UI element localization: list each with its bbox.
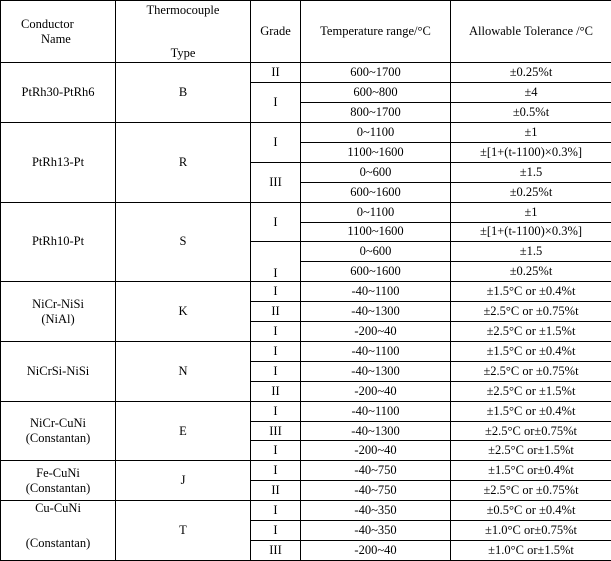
temperature-range-cell: -40~1300 xyxy=(301,421,451,441)
temperature-range-cell: -40~350 xyxy=(301,501,451,521)
tolerance-cell: ±2.5°C or ±0.75%t xyxy=(451,481,611,501)
grade-cell: I xyxy=(251,461,301,481)
conductor-name-line: NiCr-NiSi xyxy=(32,296,84,311)
table-row xyxy=(1,341,611,361)
grade-cell: I xyxy=(251,341,301,361)
conductor-name-line: Fe-CuNi xyxy=(36,465,80,480)
temperature-range-cell: 600~1700 xyxy=(301,63,451,83)
grade-cell: I xyxy=(251,242,301,282)
tolerance-cell: ±0.5%t xyxy=(451,103,611,123)
header-temperature-range: Temperature range/°C xyxy=(301,1,451,63)
tolerance-cell: ±1.5 xyxy=(451,242,611,262)
thermocouple-type-cell: T xyxy=(116,501,251,561)
grade-cell: III xyxy=(251,162,301,202)
temperature-range-cell: -40~1300 xyxy=(301,302,451,322)
header-thermocouple-type xyxy=(116,1,251,63)
grade-cell: I xyxy=(251,83,301,123)
conductor-name-line: NiCr-CuNi xyxy=(30,416,86,431)
tolerance-cell: ±2.5°C or ±1.5%t xyxy=(451,381,611,401)
tolerance-cell: ±[1+(t-1100)×0.3%] xyxy=(451,222,611,242)
temperature-range-cell: 600~1600 xyxy=(301,182,451,202)
header-name-label: Name xyxy=(41,31,71,46)
header-type-label: Type xyxy=(170,46,196,60)
temperature-range-cell: -200~40 xyxy=(301,381,451,401)
conductor-name-cell xyxy=(1,282,116,342)
tolerance-cell: ±1 xyxy=(451,202,611,222)
temperature-range-cell: 0~600 xyxy=(301,242,451,262)
header-thermocouple-label: Thermocouple xyxy=(146,3,220,17)
conductor-name-line: (Constantan) xyxy=(25,536,91,551)
table-row xyxy=(1,501,611,521)
grade-cell: I xyxy=(251,322,301,342)
tolerance-cell: ±0.5°C or ±0.4%t xyxy=(451,501,611,521)
grade-cell: I xyxy=(251,501,301,521)
tolerance-cell: ±1.0°C or±0.75%t xyxy=(451,521,611,541)
grade-cell: III xyxy=(251,421,301,441)
conductor-name-cell: PtRh13-Pt xyxy=(1,122,116,202)
grade-cell: II xyxy=(251,381,301,401)
conductor-name-line: (Constantan) xyxy=(25,480,91,495)
conductor-name-cell xyxy=(1,401,116,461)
table-row xyxy=(1,63,611,83)
header-row xyxy=(1,1,611,63)
temperature-range-cell: 0~1100 xyxy=(301,202,451,222)
conductor-name-line: (NiAl) xyxy=(41,311,75,326)
grade-cell: I xyxy=(251,202,301,242)
tolerance-cell: ±1.5°C or ±0.4%t xyxy=(451,282,611,302)
grade-cell: I xyxy=(251,282,301,302)
table-row xyxy=(1,122,611,142)
grade-cell: II xyxy=(251,302,301,322)
conductor-name-cell xyxy=(1,501,116,561)
grade-cell: III xyxy=(251,541,301,561)
temperature-range-cell: 600~1600 xyxy=(301,262,451,282)
header-allowable-tolerance: Allowable Tolerance /°C xyxy=(451,1,611,63)
temperature-range-cell: 1100~1600 xyxy=(301,222,451,242)
tolerance-cell: ±2.5°C or ±0.75%t xyxy=(451,361,611,381)
temperature-range-cell: 600~800 xyxy=(301,83,451,103)
tolerance-cell: ±0.25%t xyxy=(451,63,611,83)
tolerance-cell: ±1.5°C or±0.4%t xyxy=(451,461,611,481)
thermocouple-type-cell: J xyxy=(116,461,251,501)
thermocouple-type-cell: E xyxy=(116,401,251,461)
thermocouple-type-cell: N xyxy=(116,341,251,401)
thermocouple-type-cell: R xyxy=(116,122,251,202)
tolerance-cell: ±2.5°C or±1.5%t xyxy=(451,441,611,461)
grade-cell: I xyxy=(251,521,301,541)
conductor-name-cell: PtRh10-Pt xyxy=(1,202,116,282)
tolerance-cell: ±[1+(t-1100)×0.3%] xyxy=(451,142,611,162)
tolerance-cell: ±2.5°C or±0.75%t xyxy=(451,421,611,441)
grade-cell: II xyxy=(251,63,301,83)
temperature-range-cell: -40~750 xyxy=(301,481,451,501)
temperature-range-cell: -200~40 xyxy=(301,441,451,461)
table-row xyxy=(1,401,611,421)
thermocouple-type-cell: B xyxy=(116,63,251,123)
tolerance-cell: ±4 xyxy=(451,83,611,103)
tolerance-cell: ±2.5°C or ±1.5%t xyxy=(451,322,611,342)
temperature-range-cell: -40~1100 xyxy=(301,282,451,302)
tolerance-cell: ±1.5 xyxy=(451,162,611,182)
conductor-name-cell: NiCrSi-NiSi xyxy=(1,341,116,401)
temperature-range-cell: -40~1300 xyxy=(301,361,451,381)
tolerance-cell: ±1.0°C or±1.5%t xyxy=(451,541,611,561)
thermocouple-type-cell: K xyxy=(116,282,251,342)
grade-cell: I xyxy=(251,401,301,421)
temperature-range-cell: 0~1100 xyxy=(301,122,451,142)
header-grade: Grade xyxy=(251,1,301,63)
tolerance-cell: ±1.5°C or ±0.4%t xyxy=(451,341,611,361)
header-conductor-name xyxy=(1,1,116,63)
temperature-range-cell: -40~1100 xyxy=(301,341,451,361)
table-row xyxy=(1,282,611,302)
conductor-name-line: (Constantan) xyxy=(25,431,91,446)
grade-cell: I xyxy=(251,361,301,381)
tolerance-cell: ±0.25%t xyxy=(451,262,611,282)
conductor-name-cell xyxy=(1,461,116,501)
grade-cell: I xyxy=(251,122,301,162)
conductor-name-line: Cu-CuNi xyxy=(35,501,81,516)
grade-cell: I xyxy=(251,441,301,461)
tolerance-cell: ±2.5°C or ±0.75%t xyxy=(451,302,611,322)
grade-cell: II xyxy=(251,481,301,501)
temperature-range-cell: 0~600 xyxy=(301,162,451,182)
tolerance-cell: ±1 xyxy=(451,122,611,142)
tolerance-cell: ±1.5°C or ±0.4%t xyxy=(451,401,611,421)
temperature-range-cell: -40~750 xyxy=(301,461,451,481)
conductor-name-cell: PtRh30-PtRh6 xyxy=(1,63,116,123)
temperature-range-cell: -40~350 xyxy=(301,521,451,541)
table-row xyxy=(1,461,611,481)
temperature-range-cell: -200~40 xyxy=(301,322,451,342)
header-conductor-label: Conductor xyxy=(21,16,74,31)
tolerance-cell: ±0.25%t xyxy=(451,182,611,202)
temperature-range-cell: -200~40 xyxy=(301,541,451,561)
temperature-range-cell: -40~1100 xyxy=(301,401,451,421)
thermocouple-type-cell: S xyxy=(116,202,251,282)
temperature-range-cell: 800~1700 xyxy=(301,103,451,123)
temperature-range-cell: 1100~1600 xyxy=(301,142,451,162)
table-row xyxy=(1,202,611,222)
